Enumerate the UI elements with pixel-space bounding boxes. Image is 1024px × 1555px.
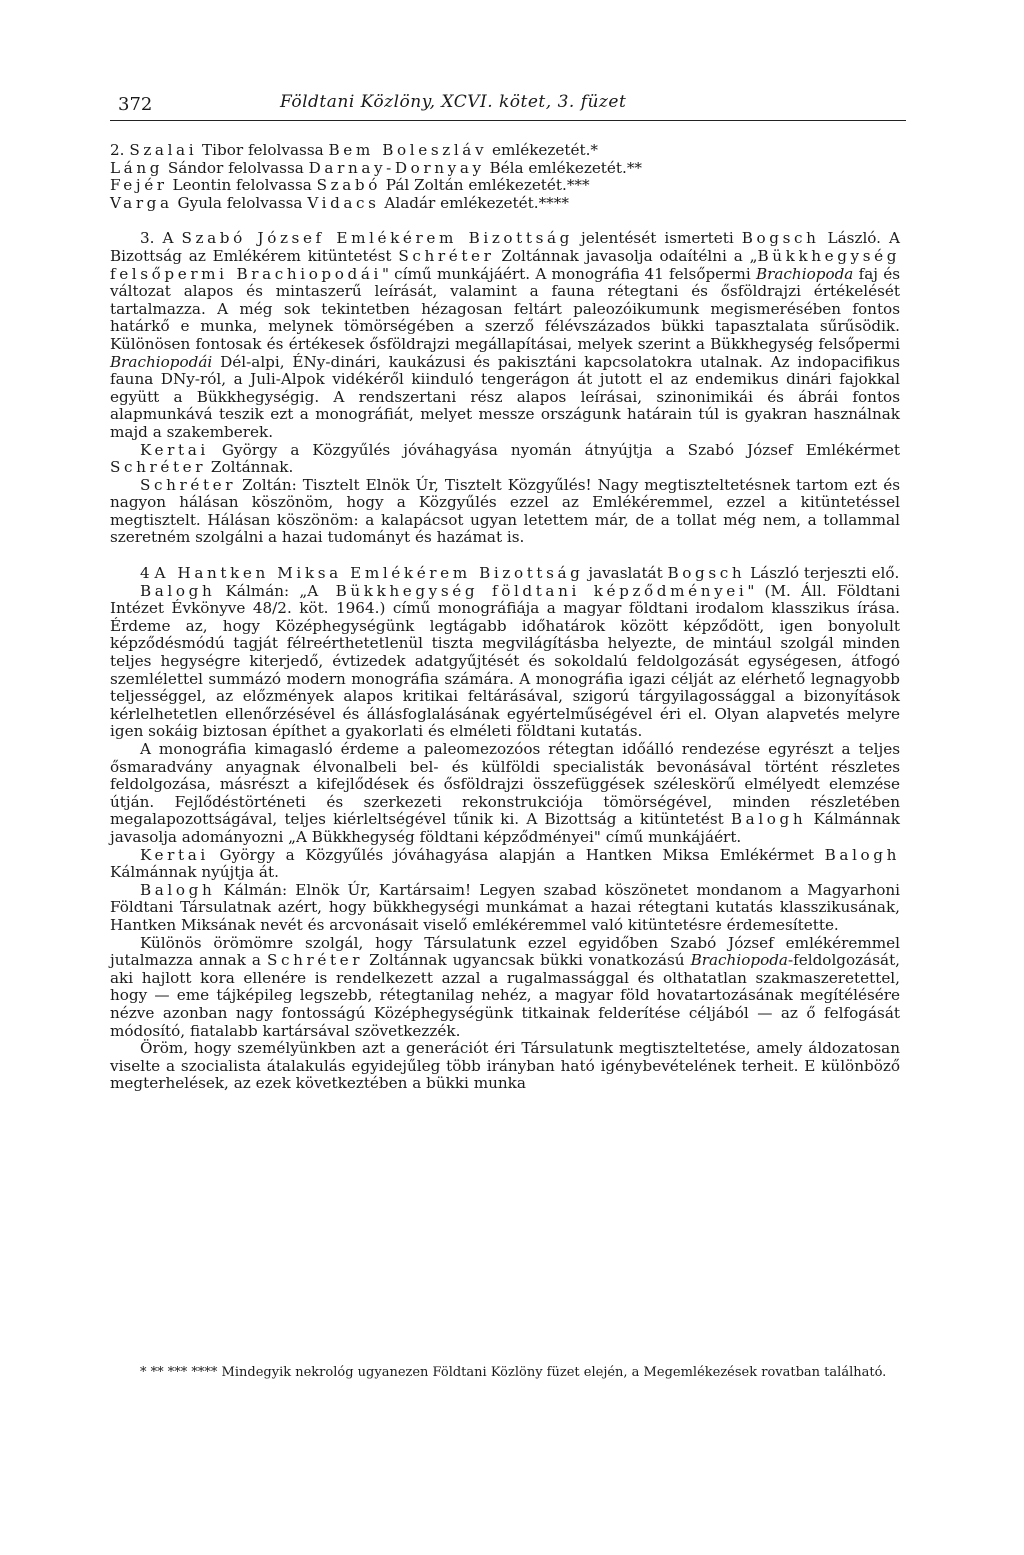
hantken-medal-report: Balogh Kálmán: „A Bükkhegység földtani képződményei" (M. Áll. Földtani Intézet Évkönyve 48/2. köt. 1964.) című monográfiája a magyar földtani irodalom klasszikus írása. Érdeme az, hogy Középhegységünk legtágabb időhatárok között képződött, igen bonyolult képződésmódú tagját félreérthetetlenül tiszta megvilágításba helyezte, de mintául szolgál minden teljes hegységre kiterjedő, évtizedek adatgyűjtését és sokoldalú feldolgozását egységesen, átfogó szemlélettel summázó modern monográfia számára. A monográfia igazi célját az elérhető legnagyobb teljességgel, az előzmények alapos kritikai feltárásával, szigorú tárgyilagossággal a bizonyítások kérlelhetetlen ellenőrzésével és állásfoglalásának egyértelműségével éri el. Olyan alapvetés melyre igen sokáig biztosan építhet a gyakorlati és elméleti földtani kutatás. <box>110 581 900 741</box>
page-header <box>110 86 910 116</box>
reading-1: 2. Szalai Tibor felolvassa Bem Boleszláv emlékezetét.* <box>110 141 598 159</box>
hantken-medal-heading: 4 A Hantken Miksa Emlékérem Bizottság javaslatát Bogsch László terjeszti elő. <box>140 564 900 583</box>
body-text <box>110 142 900 1093</box>
footnote <box>110 1365 900 1381</box>
journal-title: Földtani Közlöny, XCVI. kötet, 3. füzet <box>280 92 627 112</box>
header-rule <box>110 120 906 121</box>
reading-2: Láng Sándor felolvassa Darnay-Dornyay Béla emlékezetét.** <box>110 158 643 177</box>
szabo-medal-report: 3. A Szabó József Emlékérem Bizottság jelentését ismerteti Bogsch László. A Bizottság az Emlékérem kitüntetést Schréter Zoltánnak javasolja odaítélni a „Bükkhegység felsőpermi Brachiopodái" című munkájáért. A monográfia 41 felsőpermi Brachiopoda faj és változat alapos és mintaszerű leírását, valamint a fauna rétegtani és ősföldrajzi értékelését tartalmazza. A még sok tekintetben hézagosan feltárt paleozóikumunk megismerésében fontos határkő e munka, melynek tömörségében a szerző félévszázados bükki tapasztalata sűrűsödik. Különösen fontosak és értékesek ősföldrajzi megállapításai, melyek szerint a Bükkhegység felsőpermi Brachiopodái Dél-alpi, ÉNy-dinári, kaukázusi és pakisztáni kapcsolatokra utalnak. Az indopacifikus fauna DNy-ról, a Juli-Alpok vidékéről kiinduló tengerágon át jutott el az endemikus dinári fajokkal együtt a Bükkhegységig. A rendszertani rész alapos leírásai, szinonimikái és ábrái fontos alapmunkává teszik ezt a monográfiát, melyet messze országunk határain túl is gyakran használnak majd a szakemberek. <box>110 229 901 441</box>
page-number: 372 <box>118 94 153 115</box>
balogh-speech-end: Öröm, hogy személyünkben azt a generációt éri Társulatunk megtiszteltetése, amely áldozatosan viselte a szocialista átalakulás egyidejűleg több irányban ható igénybevételének terheit. E különböző megterhelések, az ezek következtében a bükki munka <box>110 1039 900 1093</box>
szabo-medal-presentation: Kertai György a Közgyűlés jóváhagyása nyomán átnyújtja a Szabó József Emlékérmet Schréter Zoltánnak. <box>110 440 900 477</box>
balogh-speech-cont: Különös örömömre szolgál, hogy Társulatunk ezzel egyidőben Szabó József emlékéremmel jutalmazza annak a Schréter Zoltánnak ugyancsak bükki vonatkozású Brachiopoda-feldolgozását, aki hajlott kora ellenére is rendelkezett azzal a rugalmassággal és olthatatlan szakmaszeretettel, hogy — eme tájképileg legszebb, rétegtanilag nehéz, a magyar föld hovatartozásának megítélésére nézve azonban nagy fontosságú Középhegységünk titkainak felderítése céljából — az ő felfogását módosító, fiatalabb kartársával szövetkezzék. <box>110 933 901 1040</box>
reading-4: Varga Gyula felolvassa Vidacs Aladár emlékezetét.**** <box>110 193 569 212</box>
footnote-text: Mindegyik nekrológ ugyanezen Földtani Közlöny füzet elején, a Megemlékezések rovatban található. <box>221 1365 887 1380</box>
monograph-merit: A monográfia kimagasló érdeme a paleomezozóos rétegtan időálló rendezése egyrészt a teljes ősmaradvány anyagnak élvonalbeli bel- és külföldi specialisták bevonásával történt részletes feldolgozása, másrészt a kifejlődések és ősföldrajzi összefüggések széleskörű elmélyedt elemzése útján. Fejlődéstörténeti és szerkezeti rekonstrukciója tömörségével, minden részletében megalapozottságával, teljes kiérleltségével tűnik ki. A Bizottság a kitüntetést Balogh Kálmánnak javasolja adományozni „A Bükkhegység földtani képződményei" című munkájáért. <box>110 740 900 846</box>
hantken-medal-presentation: Kertai György a Közgyűlés jóváhagyása alapján a Hantken Miksa Emlékérmet Balogh Kálmánnak nyújtja át. <box>110 845 900 882</box>
balogh-speech: Balogh Kálmán: Elnök Úr, Kartársaim! Legyen szabad köszönetet mondanom a Magyarhoni Földtani Társulatnak azért, hogy bükkhegységi munkámat a hazai rétegtani kutatás klasszikusának, Hantken Miksának nevét és arcvonásait viselő emlékéremmel való kitüntetésre érdemesítette. <box>110 880 901 934</box>
reading-3: Fejér Leontin felolvassa Szabó Pál Zoltán emlékezetét.*** <box>110 176 590 195</box>
schreter-speech: Schréter Zoltán: Tisztelt Elnök Úr, Tisztelt Közgyűlés! Nagy megtiszteltetésnek tartom ezt és nagyon hálásan köszönöm, hogy a Közgyűlés ezzel az Emlékéremmel, ezzel a kitüntetéssel megtisztelt. Hálásan köszönöm: a kalapácsot ugyan letettem már, de a tollat még nem, a tollammal szeretném szolgálni a hazai tudományt és hazámat is. <box>110 475 901 547</box>
footnote-marks: * ** *** **** <box>140 1365 218 1380</box>
